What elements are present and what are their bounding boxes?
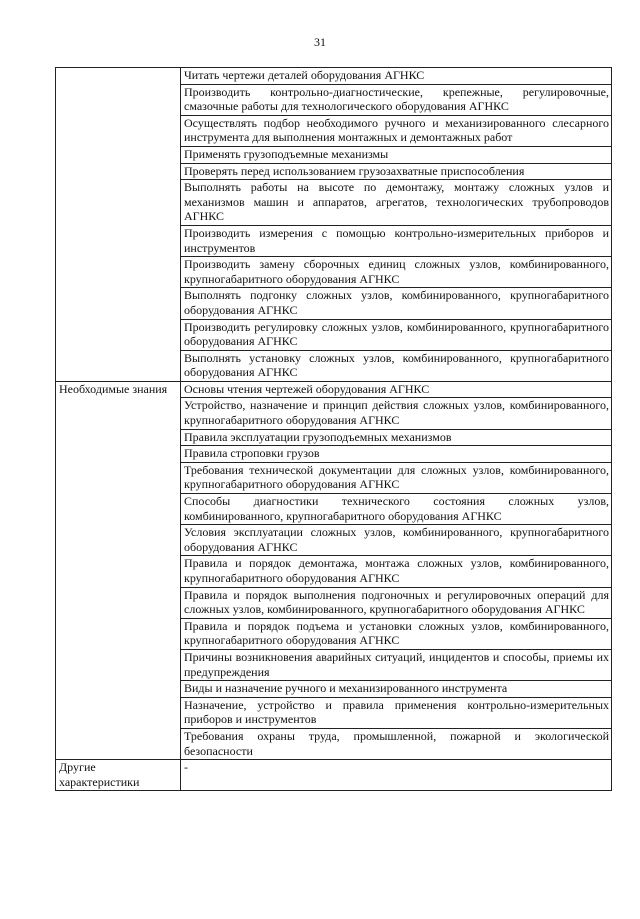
- knowledge-item: Правила эксплуатации грузоподъемных механизмов: [181, 429, 612, 446]
- knowledge-item: Требования технической документации для сложных узлов, комбинированного, крупногабаритного оборудования АГНКС: [181, 462, 612, 493]
- knowledge-item: Требования охраны труда, промышленной, пожарной и экологической безопасности: [181, 728, 612, 759]
- skill-item: Осуществлять подбор необходимого ручного и механизированного слесарного инструмента для выполнения монтажных и демонтажных работ: [181, 115, 612, 146]
- skill-item: Выполнять работы на высоте по демонтажу, монтажу сложных узлов и механизмов машин и аппаратов, агрегатов, технологических трубопроводов АГНКС: [181, 180, 612, 226]
- skill-item: Производить измерения с помощью контрольно-измерительных приборов и инструментов: [181, 225, 612, 256]
- qualification-table: [55, 67, 612, 791]
- other-characteristics-label: [56, 760, 181, 791]
- other-characteristics-value: -: [181, 760, 612, 791]
- knowledge-item: Правила и порядок выполнения подгоночных и регулировочных операций для сложных узлов, комбинированного, крупногабаритного оборудования АГНКС: [181, 587, 612, 618]
- knowledge-item: Правила и порядок подъема и установки сложных узлов, комбинированного, крупногабаритного оборудования АГНКС: [181, 618, 612, 649]
- other-label-line2: характеристики: [59, 774, 140, 789]
- skill-item: Применять грузоподъемные механизмы: [181, 146, 612, 163]
- skill-item: Выполнять подгонку сложных узлов, комбинированного, крупногабаритного оборудования АГНКС: [181, 288, 612, 319]
- skill-item: Производить замену сборочных единиц сложных узлов, комбинированного, крупногабаритного оборудования АГНКС: [181, 257, 612, 288]
- table-row: [56, 68, 612, 85]
- skill-item: Производить контрольно-диагностические, крепежные, регулировочные, смазочные работы для технологического оборудования АГНКС: [181, 84, 612, 115]
- table-row: [56, 760, 612, 791]
- knowledge-item: Основы чтения чертежей оборудования АГНКС: [181, 381, 612, 398]
- knowledge-item: Назначение, устройство и правила применения контрольно-измерительных приборов и инструментов: [181, 697, 612, 728]
- knowledge-item: Условия эксплуатации сложных узлов, комбинированного, крупногабаритного оборудования АГНКС: [181, 525, 612, 556]
- knowledge-item: Правила и порядок демонтажа, монтажа сложных узлов, комбинированного, крупногабаритного оборудования АГНКС: [181, 556, 612, 587]
- knowledge-label: Необходимые знания: [56, 381, 181, 759]
- knowledge-item: Способы диагностики технического состояния сложных узлов, комбинированного, крупногабаритного оборудования АГНКС: [181, 494, 612, 525]
- skills-label-cell: [56, 68, 181, 382]
- knowledge-item: Причины возникновения аварийных ситуаций, инцидентов и способы, приемы их предупреждения: [181, 649, 612, 680]
- knowledge-item: Правила строповки грузов: [181, 446, 612, 463]
- skill-item: Выполнять установку сложных узлов, комбинированного, крупногабаритного оборудования АГНКС: [181, 350, 612, 381]
- skill-item: Производить регулировку сложных узлов, комбинированного, крупногабаритного оборудования АГНКС: [181, 319, 612, 350]
- table-row: [56, 381, 612, 398]
- page-number: 31: [314, 35, 326, 49]
- skill-item: Читать чертежи деталей оборудования АГНКС: [181, 68, 612, 85]
- other-label-line1: Другие: [59, 760, 96, 775]
- knowledge-item: Виды и назначение ручного и механизированного инструмента: [181, 681, 612, 698]
- skill-item: Проверять перед использованием грузозахватные приспособления: [181, 163, 612, 180]
- knowledge-item: Устройство, назначение и принцип действия сложных узлов, комбинированного, крупногабаритного оборудования АГНКС: [181, 398, 612, 429]
